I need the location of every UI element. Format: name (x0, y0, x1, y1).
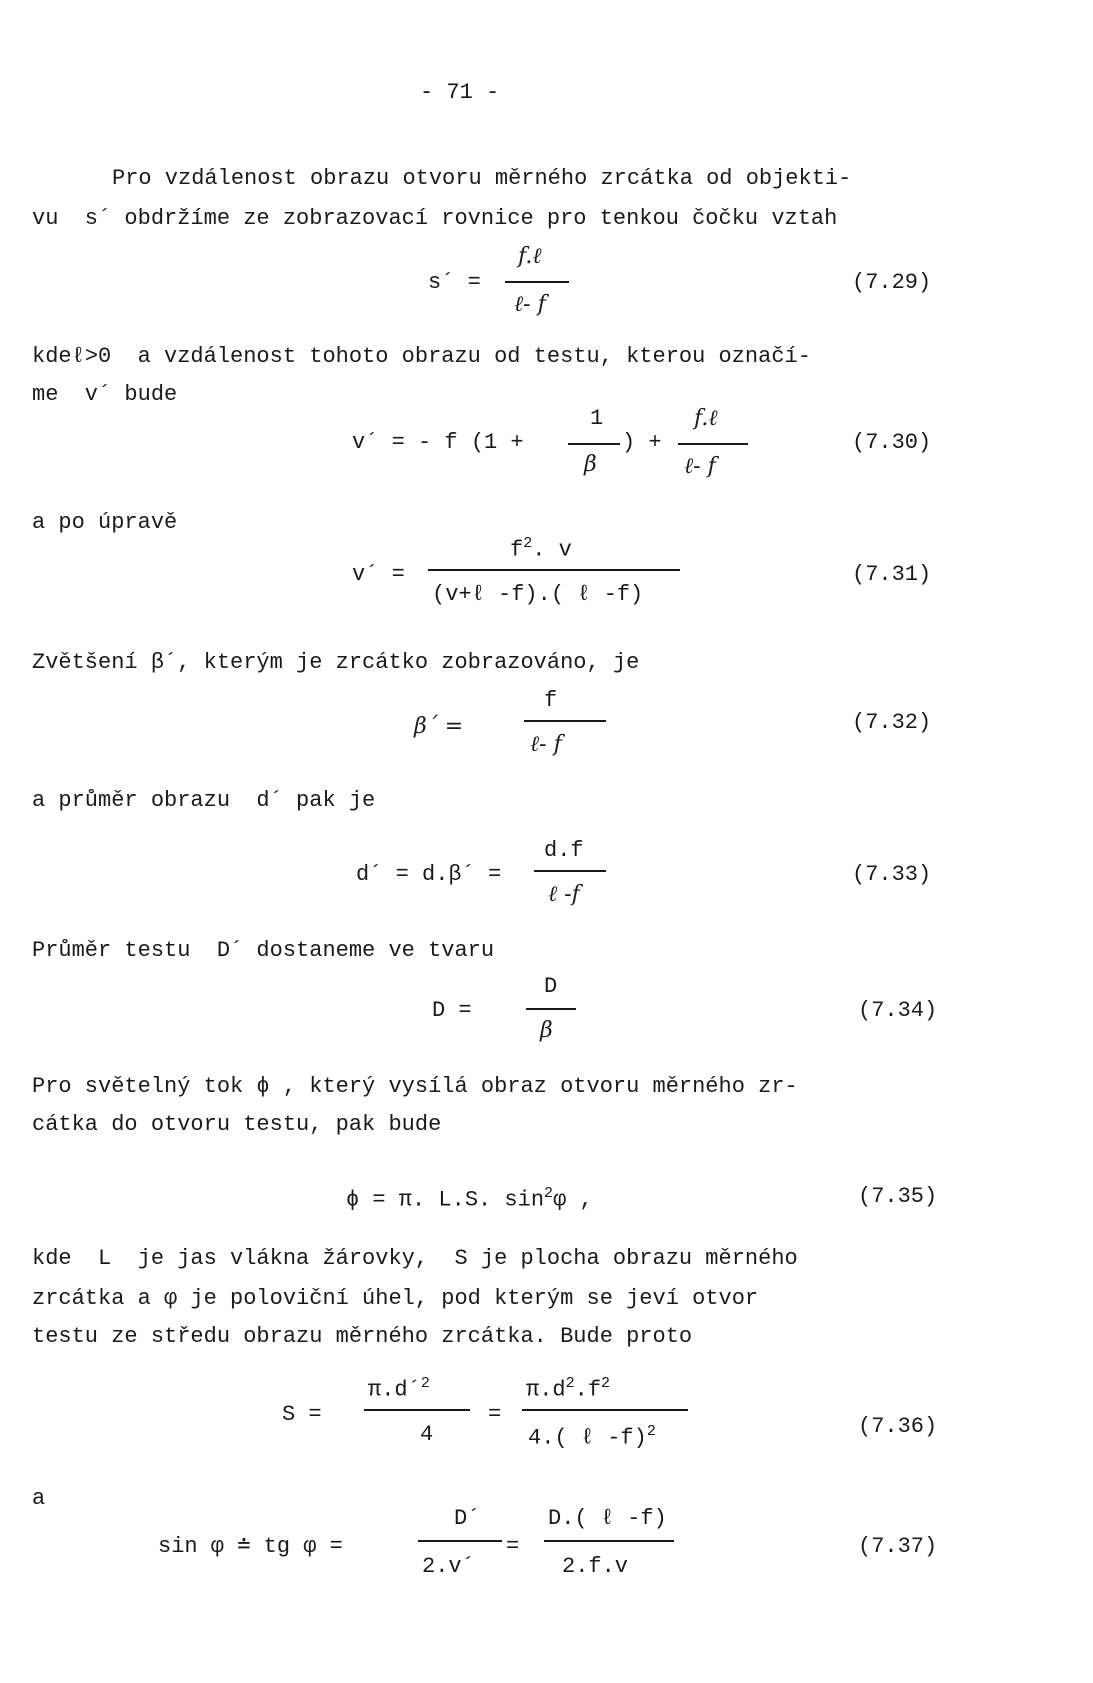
equation-number: (7.30) (852, 430, 932, 455)
equation-number: (7.36) (858, 1414, 938, 1439)
fraction-denominator: ℓ- f (684, 454, 716, 479)
fraction-bar (534, 870, 606, 872)
equation-body: ϕ = π. L.S. $\sin^2\varphi$ , (346, 1185, 593, 1213)
fraction-bar (568, 443, 620, 445)
fraction-numerator: $\pi.d^2.f^2$ (526, 1375, 611, 1403)
fraction-numerator: D (544, 974, 558, 999)
equation-number: (7.34) (858, 998, 938, 1023)
paragraph-line: me v´ bude (32, 382, 178, 407)
fraction-numerator: $f^2$. v (510, 535, 572, 563)
fraction-bar (418, 1540, 502, 1542)
equation-lhs: D = (432, 998, 472, 1023)
equation-number: (7.32) (852, 710, 932, 735)
paragraph-line: Pro vzdálenost obrazu otvoru měrného zrcátka od objekti- (112, 166, 852, 191)
fraction-numerator: 1 (590, 406, 604, 431)
equation-lhs: v´ = (352, 562, 405, 587)
fraction-bar (526, 1008, 576, 1010)
fraction-numerator: D.( ℓ -f) (548, 1506, 667, 1531)
fraction-bar (522, 1409, 688, 1411)
paragraph-line: testu ze středu obrazu měrného zrcátka. Bude proto (32, 1324, 693, 1349)
paragraph-line: Zvětšení β´, kterým je zrcátko zobrazováno, je (32, 650, 640, 675)
page-number: - 71 - (420, 80, 500, 105)
fraction-numerator: f (544, 688, 558, 713)
equation-lhs: v´ = - f (1 + (352, 430, 524, 455)
fraction-numerator: d.f (544, 838, 584, 863)
equation-lhs: d´ = d.β´ = (356, 862, 502, 887)
fraction-denominator: 2.v´ (422, 1554, 475, 1579)
equation-number: (7.31) (852, 562, 932, 587)
fraction-numerator: f.ℓ (694, 406, 718, 431)
fraction-bar (524, 720, 606, 722)
equation-number: (7.37) (858, 1534, 938, 1559)
equation-lhs: β´ = (414, 714, 464, 739)
paragraph-line: vu s´ obdržíme ze zobrazovací rovnice pro tenkou čočku vztah (32, 206, 838, 231)
paragraph-line: cátka do otvoru testu, pak bude (32, 1112, 442, 1137)
equation-equals: = (506, 1534, 520, 1559)
equation-lhs: sin φ ≐ tg φ = (158, 1534, 343, 1559)
fraction-denominator: (v+ℓ -f).( ℓ -f) (432, 582, 644, 607)
paragraph-line: Pro světelný tok ϕ , který vysílá obraz otvoru měrného zr- (32, 1074, 798, 1099)
equation-lhs: S = (282, 1402, 322, 1427)
paragraph-line: kde L je jas vlákna žárovky, S je plocha obrazu měrného (32, 1246, 798, 1271)
paragraph-line: a (32, 1486, 46, 1511)
fraction-denominator: β (584, 452, 597, 477)
equation-text: ) + (622, 430, 662, 455)
equation-lhs: s´ = (428, 270, 481, 295)
paragraph-line: Průměr testu D´ dostaneme ve tvaru (32, 938, 495, 963)
fraction-denominator: 2.f.v (562, 1554, 629, 1579)
fraction-denominator: 4 (420, 1422, 434, 1447)
equation-equals: = (488, 1402, 502, 1427)
fraction-numerator: f.ℓ (518, 244, 542, 269)
paragraph-line: a průměr obrazu d´ pak je (32, 788, 376, 813)
fraction-numerator: D´ (454, 1506, 481, 1531)
paragraph-line: kdeℓ˃0 a vzdálenost tohoto obrazu od testu, kterou označí- (32, 344, 811, 369)
fraction-denominator: ℓ -f (548, 882, 580, 907)
paragraph-line: a po úpravě (32, 510, 178, 535)
equation-number: (7.35) (858, 1184, 938, 1209)
fraction-bar (678, 443, 748, 445)
fraction-bar (544, 1540, 674, 1542)
fraction-denominator: β (540, 1018, 553, 1043)
equation-number: (7.29) (852, 270, 932, 295)
fraction-denominator: ℓ- f (530, 732, 562, 757)
fraction-bar (428, 569, 680, 571)
fraction-denominator: 4.( ℓ -f)$^2$ (528, 1423, 656, 1451)
equation-number: (7.33) (852, 862, 932, 887)
paragraph-line: zrcátka a φ je poloviční úhel, pod kterým se jeví otvor (32, 1286, 759, 1311)
fraction-bar (364, 1409, 470, 1411)
fraction-numerator: π.d´$^2$ (368, 1375, 430, 1403)
fraction-bar (505, 281, 569, 283)
fraction-denominator: ℓ- f (514, 292, 546, 317)
